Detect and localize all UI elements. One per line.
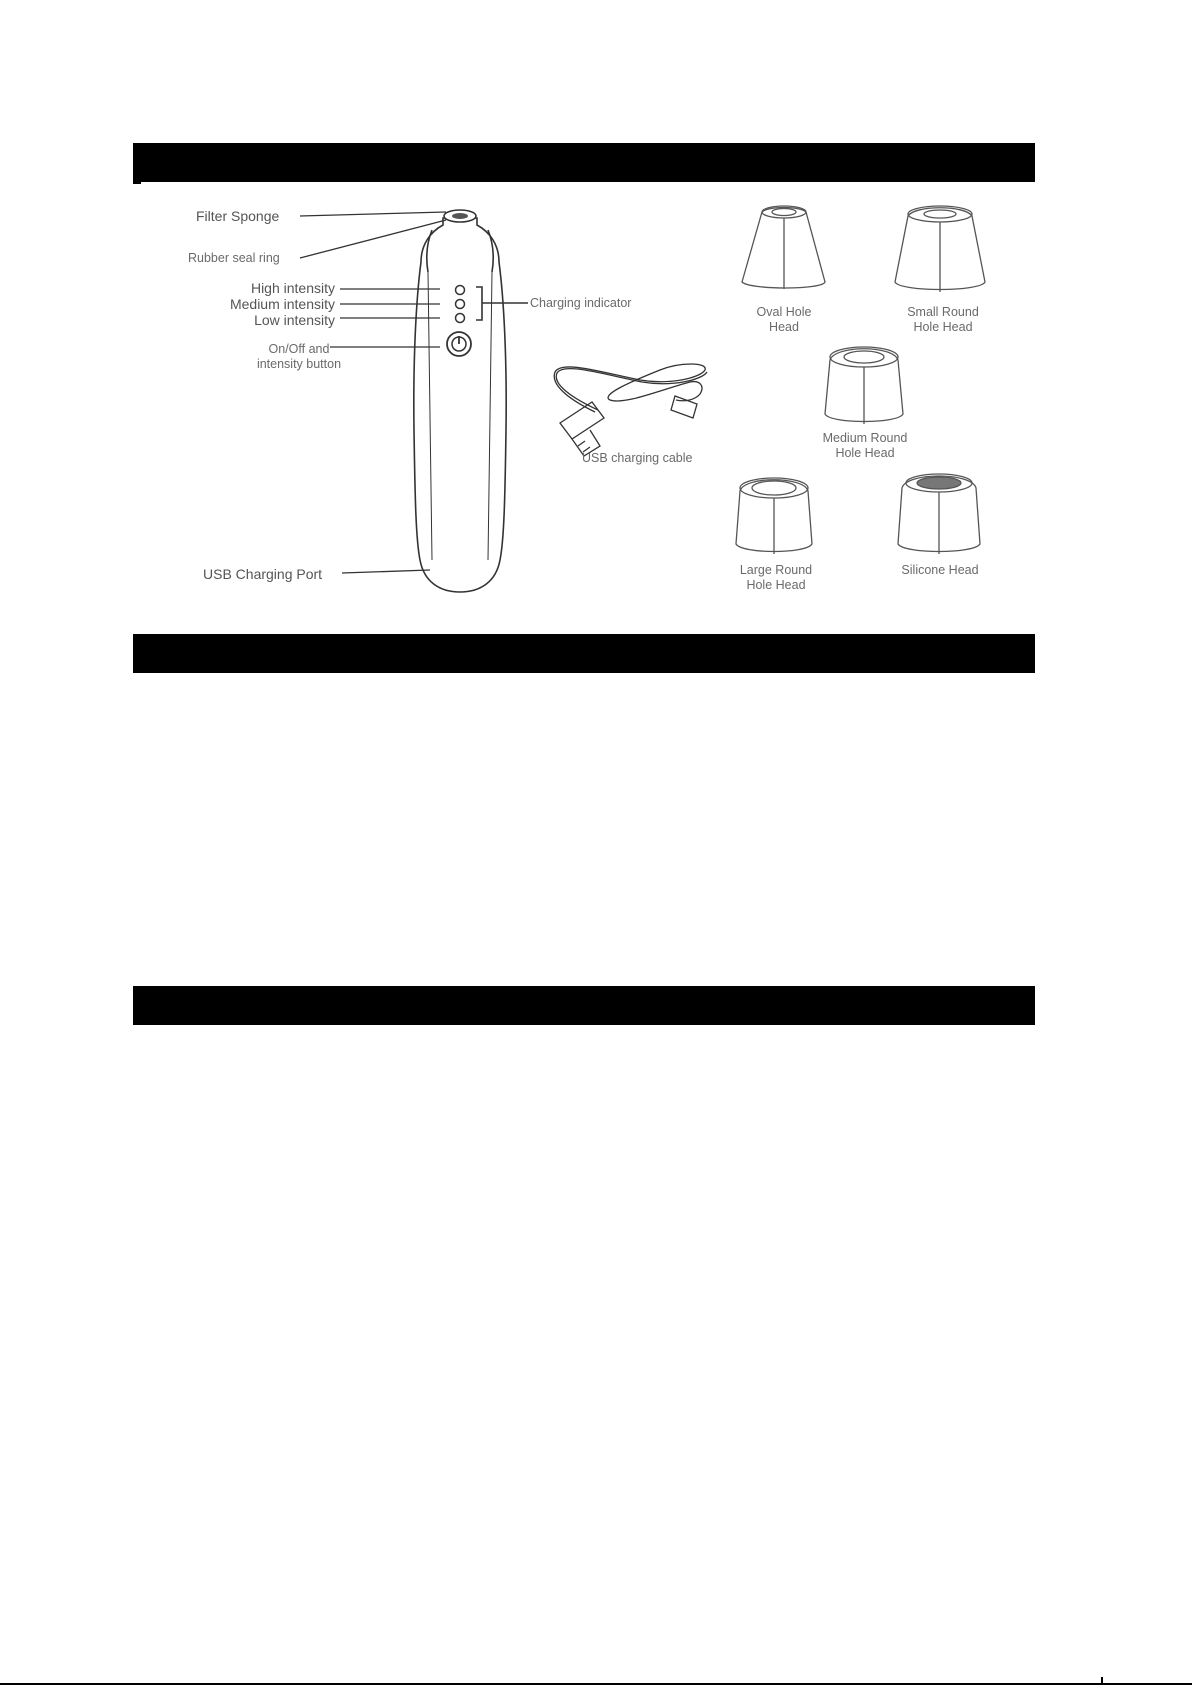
- label-on-off-line1: On/Off and: [268, 342, 330, 356]
- high-led-icon: [456, 286, 465, 295]
- filter-sponge-icon: [452, 213, 468, 219]
- head-medium-line1: Medium Round: [822, 431, 908, 445]
- label-low-intensity: Low intensity: [254, 312, 335, 328]
- label-rubber-seal-ring: Rubber seal ring: [188, 251, 280, 265]
- page-bottom-tick: [1101, 1677, 1103, 1685]
- label-usb-charging-port: USB Charging Port: [203, 566, 323, 582]
- indicator-bracket: [476, 287, 482, 320]
- head-silicone-line1: Silicone Head: [901, 563, 979, 577]
- head-medium-line2: Hole Head: [835, 446, 895, 460]
- device-body: [414, 218, 506, 592]
- small-round-hole-head-icon: [895, 206, 985, 292]
- head-small-line2: Hole Head: [913, 320, 973, 334]
- label-high-intensity: High intensity: [250, 280, 335, 296]
- medium-round-hole-head-icon: [825, 347, 903, 424]
- head-oval-line2: Head: [769, 320, 799, 334]
- label-on-off-button: [244, 342, 354, 372]
- bar-tick: [133, 182, 141, 184]
- label-usb-charging-cable: USB charging cable: [582, 451, 693, 465]
- medium-led-icon: [456, 300, 465, 309]
- label-on-off-line2: intensity button: [256, 357, 342, 371]
- head-oval-line1: Oval Hole: [756, 305, 812, 319]
- leader-lines: [300, 212, 446, 573]
- label-head-silicone: [880, 563, 1000, 578]
- low-led-icon: [456, 314, 465, 323]
- label-head-medium-round: [810, 431, 920, 461]
- head-small-line1: Small Round: [907, 305, 979, 319]
- label-medium-intensity: Medium intensity: [229, 296, 335, 312]
- label-charging-indicator: Charging indicator: [530, 296, 632, 310]
- head-large-line2: Hole Head: [746, 578, 806, 592]
- silicone-head-icon: [898, 474, 980, 554]
- oval-hole-head-icon: [742, 206, 825, 289]
- large-round-hole-head-icon: [736, 478, 812, 554]
- label-filter-sponge: Filter Sponge: [196, 208, 280, 224]
- label-head-small-round: [888, 305, 998, 335]
- label-head-large-round: [721, 563, 831, 593]
- label-head-oval: [734, 305, 834, 335]
- head-large-line1: Large Round: [739, 563, 813, 577]
- usb-cable-icon: [554, 364, 707, 456]
